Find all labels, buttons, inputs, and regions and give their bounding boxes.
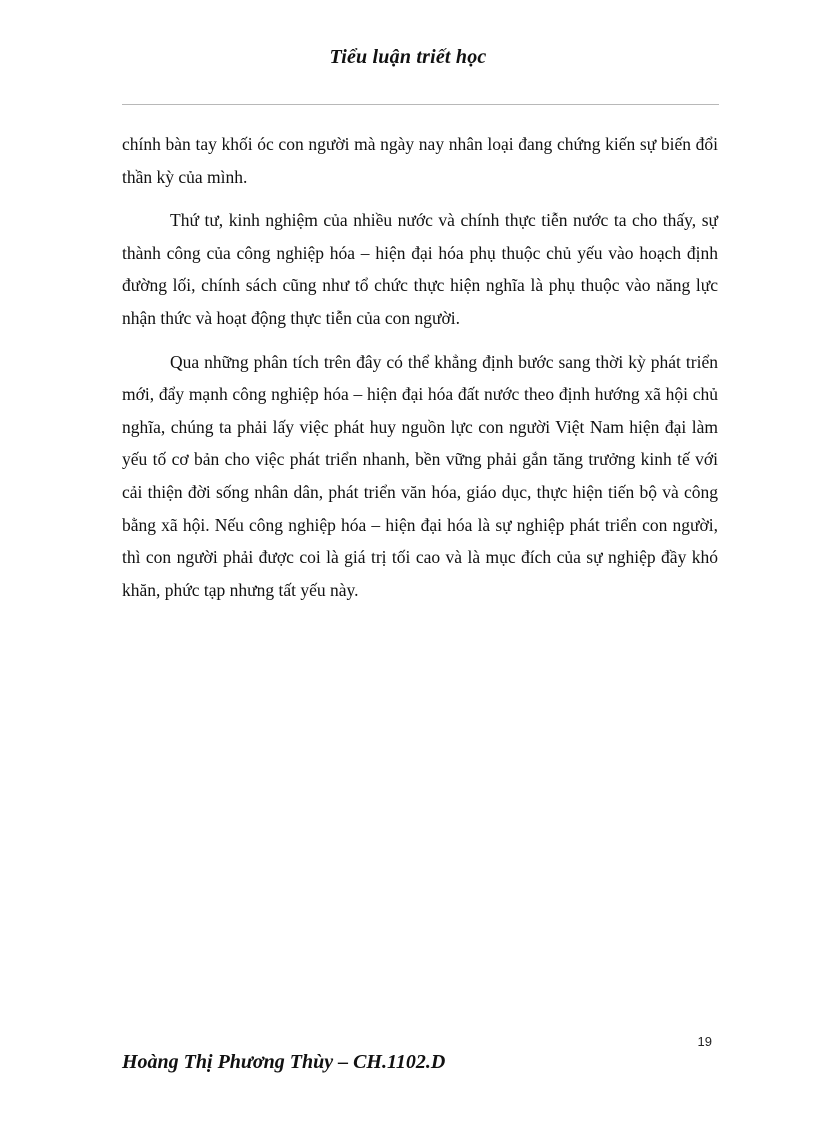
paragraph-fourth-point: Thứ tư, kinh nghiệm của nhiều nước và chính thực tiễn nước ta cho thấy, sự thành công của công nghiệp hóa – hiện đại hóa phụ thuộc chủ yếu vào hoạch định đường lối, chính sách cũng như tổ chức thực hiện nghĩa là phụ thuộc vào năng lực nhận thức và hoạt động thực tiễn của con người.	[122, 210, 718, 328]
page-header-title: Tiểu luận triết học	[329, 46, 487, 68]
paragraph-conclusion: Qua những phân tích trên đây có thể khẳng định bước sang thời kỳ phát triển mới, đẩy mạnh công nghiệp hóa – hiện đại hóa đất nước theo định hướng xã hội chủ nghĩa, chúng ta phải lấy việc phát huy nguồn lực con người Việt Nam hiện đại làm yếu tố cơ bản cho việc phát triển nhanh, bền vững phải gắn tăng trưởng kinh tế với cải thiện đời sống nhân dân, phát triển văn hóa, giáo dục, thực hiện tiến bộ và công bằng xã hội. Nếu công nghiệp hóa – hiện đại hóa là sự nghiệp phát triển con người, thì con người phải được coi là giá trị tối cao và là mục đích của sự nghiệp đầy khó khăn, phức tạp nhưng tất yếu này.	[122, 351, 718, 600]
page-footer-author: Hoàng Thị Phương Thùy – CH.1102.D	[122, 1051, 446, 1073]
page-number: 19	[697, 1034, 712, 1049]
header-divider	[122, 104, 719, 105]
document-body	[122, 128, 718, 617]
paragraph-continuation: chính bàn tay khối óc con người mà ngày nay nhân loại đang chứng kiến sự biến đổi thần kỳ của mình.	[122, 134, 718, 187]
